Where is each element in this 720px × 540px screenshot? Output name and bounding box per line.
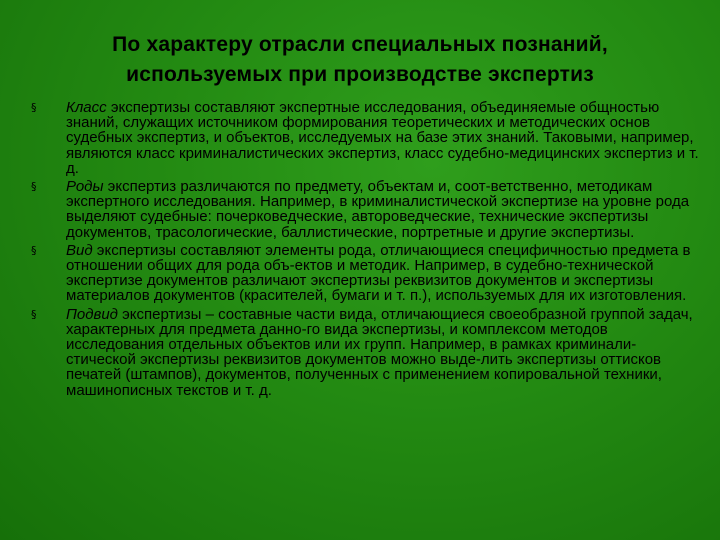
bullet-text-subspecies: экспертизы – составные части вида, отличающиеся своеобразной группой задач, характерных для предмета данно-го вида экспертизы, и комплексом методов исследования отдельных объектов или их групп. Например, в рамках криминали-стической экспертизы реквизитов документов можно выде-лить экспертизы оттисков печатей (штампов), документов, полученных с применением копировальной техники, машинописных текстов и т. д.	[66, 305, 693, 399]
term-class: Класс	[66, 99, 107, 116]
bullet-marker-icon: §	[31, 101, 37, 114]
slide-title	[40, 30, 680, 90]
bullet-text-genus: экспертиз различаются по предмету, объектам и, соот-ветственно, методикам экспертного исследования. Например, в криминалистической экспертизе на уровне рода выделяют судебные: почерковедческие, автороведческие, технические экспертизы документов, трасологические, баллистические, портретные и другие экспертизы.	[66, 178, 690, 241]
bullet-item-genus	[28, 179, 700, 240]
bullet-item-class	[28, 100, 700, 176]
bullet-marker-icon: §	[31, 243, 37, 257]
term-species: Вид	[66, 241, 93, 259]
slide-title-line-2: используемых при производстве экспертиз	[126, 63, 594, 86]
term-subspecies: Подвид	[66, 305, 118, 323]
bullet-text-species: экспертизы составляют элементы рода, отличающиеся специфичностью предмета в отношении общих для рода объ-ектов и методик. Например, в судебно-технической экспертизе документов различают экспертизы реквизитов документов и экспертизы материалов документов (красителей, бумаги и т. п.), используемых для их изготовления.	[66, 241, 691, 305]
bullet-item-species	[28, 243, 700, 304]
bullet-item-subspecies	[28, 307, 700, 398]
bullet-text-class: экспертизы составляют экспертные исследования, объединяемые общностью знаний, служащих источником формирования теоретических и методических основ судебных экспертиз, и объектов, исследуемых на базе этих знаний. Таковыми, например, являются класс криминалистических экспертиз, класс судебно-медицинских экспертиз и т. д.	[66, 99, 699, 177]
bullet-marker-icon: §	[31, 307, 37, 321]
bullet-list	[28, 100, 700, 401]
bullet-marker-icon: §	[31, 180, 37, 194]
term-genus: Роды	[66, 178, 104, 196]
slide-title-line-1: По характеру отрасли специальных познаний,	[112, 33, 608, 56]
